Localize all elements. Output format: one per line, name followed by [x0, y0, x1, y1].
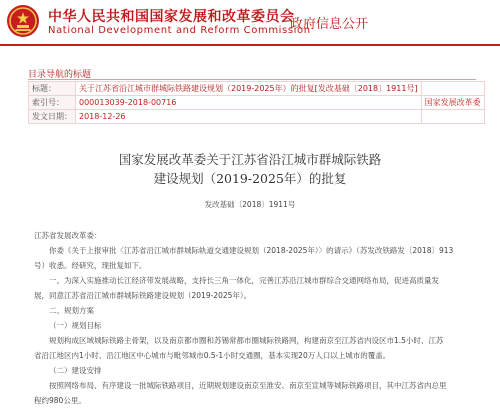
meta-value: 关于江苏省沿江城市群城际铁路建设规划（2019-2025年）的批复[发改基础〔2018〕1911号]: [76, 82, 422, 96]
table-row: [29, 96, 485, 110]
metadata-table: [28, 81, 485, 124]
table-row: [29, 82, 485, 96]
paragraph-line: 一、为深入实施推动长江经济带发展战略，支持长三角一体化，完善江苏沿江城市群综合交通网络布局，促进高质量发: [49, 276, 439, 285]
meta-label: 发文日期：: [29, 110, 76, 124]
subsection-heading: （一）规划目标: [49, 321, 102, 330]
meta-extra: 国家发展改革委: [421, 96, 484, 110]
document-title-line: 国家发展改革委关于江苏省沿江城市群城际铁路: [118, 152, 382, 167]
table-row: [29, 110, 485, 124]
document-title-line: 建设规划（2019-2025年）的批复: [153, 171, 347, 186]
paragraph-line: 号）收悉。经研究，现批复如下。: [34, 261, 147, 270]
addressee: 江苏省发展改革委：: [34, 231, 102, 240]
paragraph-line: 省沿江地区内1小时、沿江地区中心城市与毗邻城市0.5-1小时交通圈，基本实现20万人口以上城市的覆盖。: [34, 351, 391, 360]
paragraph-line: 按照网络布局、有序建设一批城际铁路项目，近期规划建设南京至淮安、南京至宣城等城际铁路项目，其中江苏省内总里: [49, 381, 447, 390]
paragraph-line: 规划构成区域城际铁路主骨架，以及南京都市圈和苏锡常都市圈城际铁路网，构建南京至江苏省内设区市1.5小时、江苏: [49, 336, 444, 345]
section-heading: 二、规划方案: [49, 306, 94, 315]
nav-divider: [28, 79, 476, 80]
site-header: [0, 0, 500, 46]
section-title[interactable]: 政府信息公开: [290, 17, 369, 32]
national-emblem-icon: [6, 4, 40, 38]
document-number: 发改基础〔2018〕1911号: [204, 200, 296, 209]
meta-label: 标题：: [29, 82, 76, 96]
meta-value: 2018-12-26: [76, 110, 422, 124]
document-body: [34, 228, 466, 408]
meta-value: 000013039-2018-00716: [76, 96, 422, 110]
org-name-cn: 中华人民共和国国家发展和改革委员会: [48, 9, 295, 25]
subsection-heading: （二）建设安排: [49, 366, 102, 375]
paragraph-line: 你委《关于上报审批〈江苏省沿江城市群城际轨道交通建设规划（2018-2025年）〉的请示》（苏发改铁路发〔2018〕913: [49, 246, 454, 255]
paragraph-line: 展，同意江苏省沿江城市群城际铁路建设规划（2019-2025年）。: [34, 291, 252, 300]
meta-extra: [421, 82, 484, 96]
meta-label: 索引号：: [29, 96, 76, 110]
meta-extra: [421, 110, 484, 124]
paragraph-line: 程约980公里。: [34, 396, 86, 405]
nav-title[interactable]: 目录导航的标题: [28, 70, 92, 80]
org-name-en: National Development and Reform Commission: [48, 25, 311, 36]
